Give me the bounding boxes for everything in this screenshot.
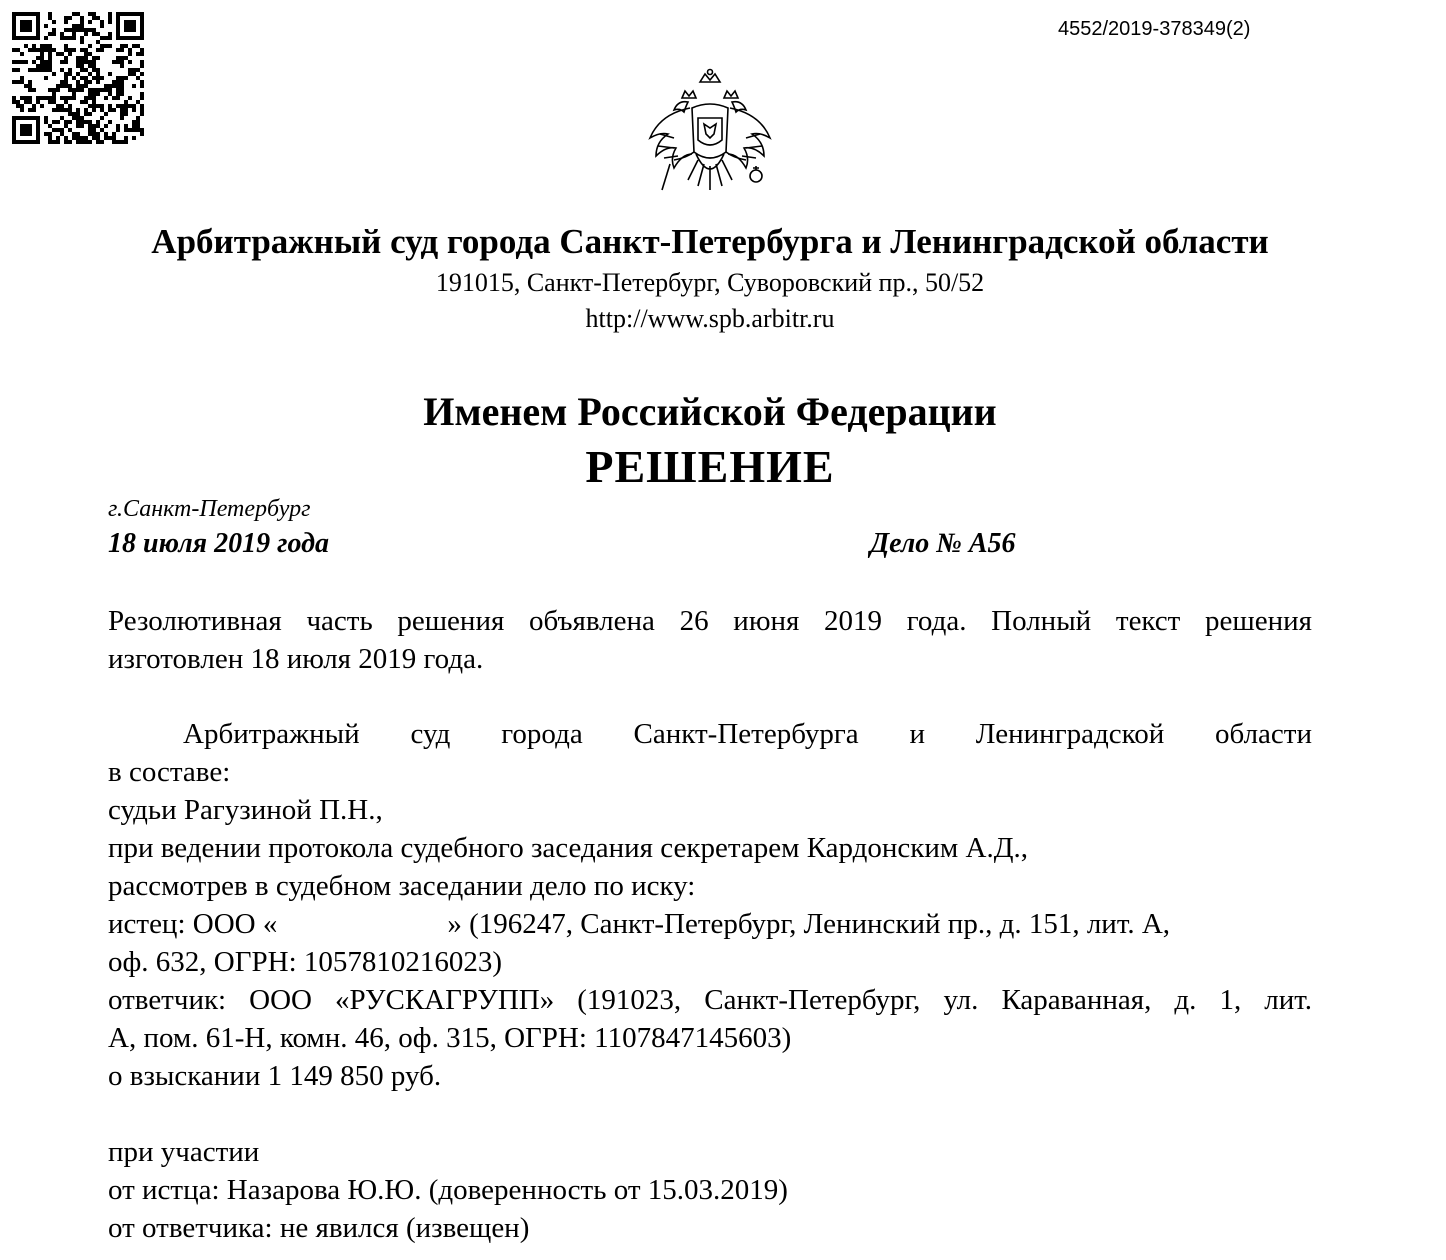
defendant-line-2: А, пом. 61-Н, комн. 46, оф. 315, ОГРН: 1107847145603): [108, 1022, 792, 1054]
announcement-paragraph: [108, 602, 1312, 678]
decision-title: РЕШЕНИЕ: [585, 441, 835, 492]
participants-heading: при участии: [108, 1136, 260, 1168]
court-address: 191015, Санкт-Петербург, Суворовский пр., 50/52: [435, 268, 985, 297]
in-name-heading: Именем Российской Федерации: [423, 389, 997, 434]
defendant-line: ответчик: ООО «РУСКАГРУПП» (191023, Санкт-Петербург, ул. Караванная, д. 1, лит.: [108, 984, 1312, 1016]
participants-paragraph: [108, 1133, 1312, 1247]
composition-line: в составе:: [108, 756, 231, 788]
composition-paragraph: [108, 715, 1312, 1095]
court-website: http://www.spb.arbitr.ru: [585, 304, 835, 333]
plaintiff-line-2: оф. 632, ОГРН: 1057810216023): [108, 946, 503, 978]
plaintiff-suffix: » (196247, Санкт-Петербург, Ленинский пр., д. 151, лит. А,: [447, 908, 1171, 940]
city: г.Санкт-Петербург: [108, 496, 311, 522]
decision-date: 18 июля 2019 года: [108, 528, 329, 559]
plaintiff-representative: от истца: Назарова Ю.Ю. (доверенность от 15.03.2019): [108, 1174, 788, 1206]
defendant-representative: от ответчика: не явился (извещен): [108, 1212, 530, 1244]
secretary-line: при ведении протокола судебного заседания секретарем Кардонским А.Д.,: [108, 832, 1028, 864]
document-number: 4552/2019-378349(2): [1058, 18, 1251, 40]
judge-line: судьи Рагузиной П.Н.,: [108, 794, 383, 826]
double-headed-eagle-emblem-icon: [640, 68, 780, 204]
court-name: Арбитражный суд города Санкт-Петербурга и Ленинградской области: [151, 222, 1269, 261]
case-number: Дело № А56: [870, 528, 1016, 559]
composition-line: Арбитражный суд города Санкт-Петербурга и Ленинградской области: [183, 718, 1312, 750]
plaintiff-prefix: истец: ООО «: [108, 908, 278, 940]
plaintiff-line: [108, 905, 1312, 943]
announcement-line: изготовлен 18 июля 2019 года.: [108, 643, 484, 675]
announcement-line: Резолютивная часть решения объявлена 26 июня 2019 года. Полный текст решения: [108, 605, 1312, 637]
redacted-plaintiff-name: [277, 913, 447, 939]
claim-line: о взыскании 1 149 850 руб.: [108, 1060, 442, 1092]
qr-code-icon: [12, 12, 144, 144]
considered-line: рассмотрев в судебном заседании дело по иску:: [108, 870, 696, 902]
